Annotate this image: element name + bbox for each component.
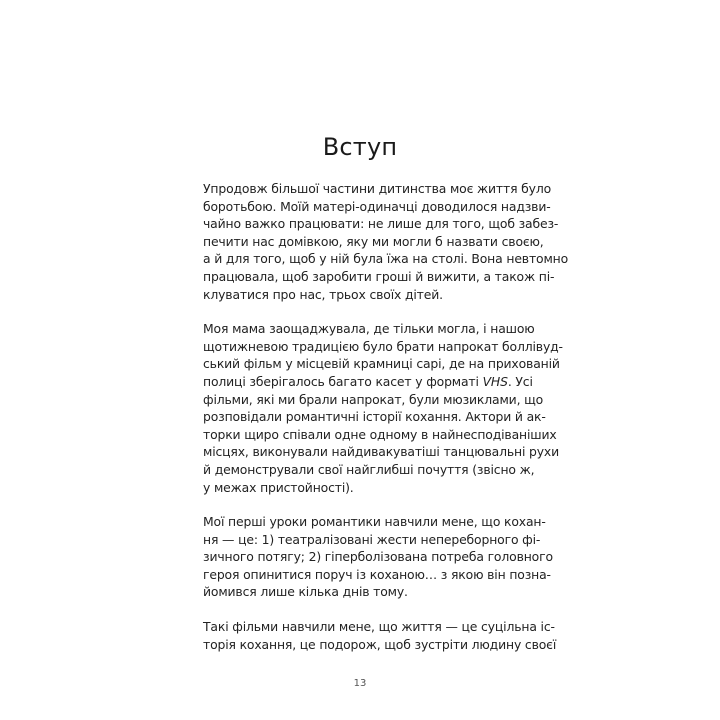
text-line: ня — це: 1) театралізовані жести непереборного фі- xyxy=(203,531,541,547)
text-line-with-italic xyxy=(203,373,533,391)
text-line: працювала, щоб заробити гроші й вижити, а також пі- xyxy=(203,268,555,284)
text-line: розповідали романтичні історії кохання. Актори й ак- xyxy=(203,409,546,425)
paragraph-3 xyxy=(203,513,553,601)
body-text xyxy=(203,180,569,670)
text-line: йомився лише кілька днів тому. xyxy=(203,584,408,600)
italic-term: VHS xyxy=(482,373,508,389)
text-line: печити нас домівкою, яку ми могли б назвати своєю, xyxy=(203,233,544,249)
text-line: героя опинитися поруч із коханою… з якою він позна- xyxy=(203,566,551,582)
text-line: боротьбою. Моїй матері-одиначці доводилося надзви- xyxy=(203,198,551,214)
text-line: торія кохання, це подорож, щоб зустріти людину своєї xyxy=(203,636,557,652)
paragraph-2 xyxy=(203,320,563,496)
text-line: й демонстрували свої найглибші почуття (звісно ж, xyxy=(203,461,535,477)
text-line: зичного потягу; 2) гіперболізована потреба головного xyxy=(203,549,553,565)
chapter-title: Вступ xyxy=(322,133,398,161)
text-line: Мої перші уроки романтики навчили мене, що кохан- xyxy=(203,514,546,530)
text-line: Моя мама заощаджувала, де тільки могла, і нашою xyxy=(203,321,535,337)
text-line: а й для того, щоб у ній була їжа на столі. Вона невтомно xyxy=(203,251,569,267)
text-segment: полиці зберігалось багато касет у форматі xyxy=(203,373,483,389)
text-line: чайно важко працювати: не лише для того, щоб забез- xyxy=(203,216,559,232)
text-line: фільми, які ми брали напрокат, були мюзиклами, що xyxy=(203,391,544,407)
text-line: у межах пристойності). xyxy=(203,479,354,495)
text-line: ський фільм у місцевій крамниці сарі, де на прихованій xyxy=(203,356,560,372)
text-line: Упродовж більшої частини дитинства моє життя було xyxy=(203,181,552,196)
text-segment: . Усі xyxy=(507,373,533,389)
text-line: клуватися про нас, трьох своїх дітей. xyxy=(203,286,443,302)
paragraph-4 xyxy=(203,618,557,653)
text-line: щотижневою традицією було брати напрокат боллівуд- xyxy=(203,338,563,354)
page-number: 13 xyxy=(353,678,367,689)
text-line: торки щиро співали одне одному в найнесподіваніших xyxy=(203,426,557,442)
text-line: Такі фільми навчили мене, що життя — це суцільна іс- xyxy=(203,619,555,635)
text-line: місцях, виконували найдивакуватіші танцювальні рухи xyxy=(203,444,560,460)
paragraph-1 xyxy=(203,180,569,303)
